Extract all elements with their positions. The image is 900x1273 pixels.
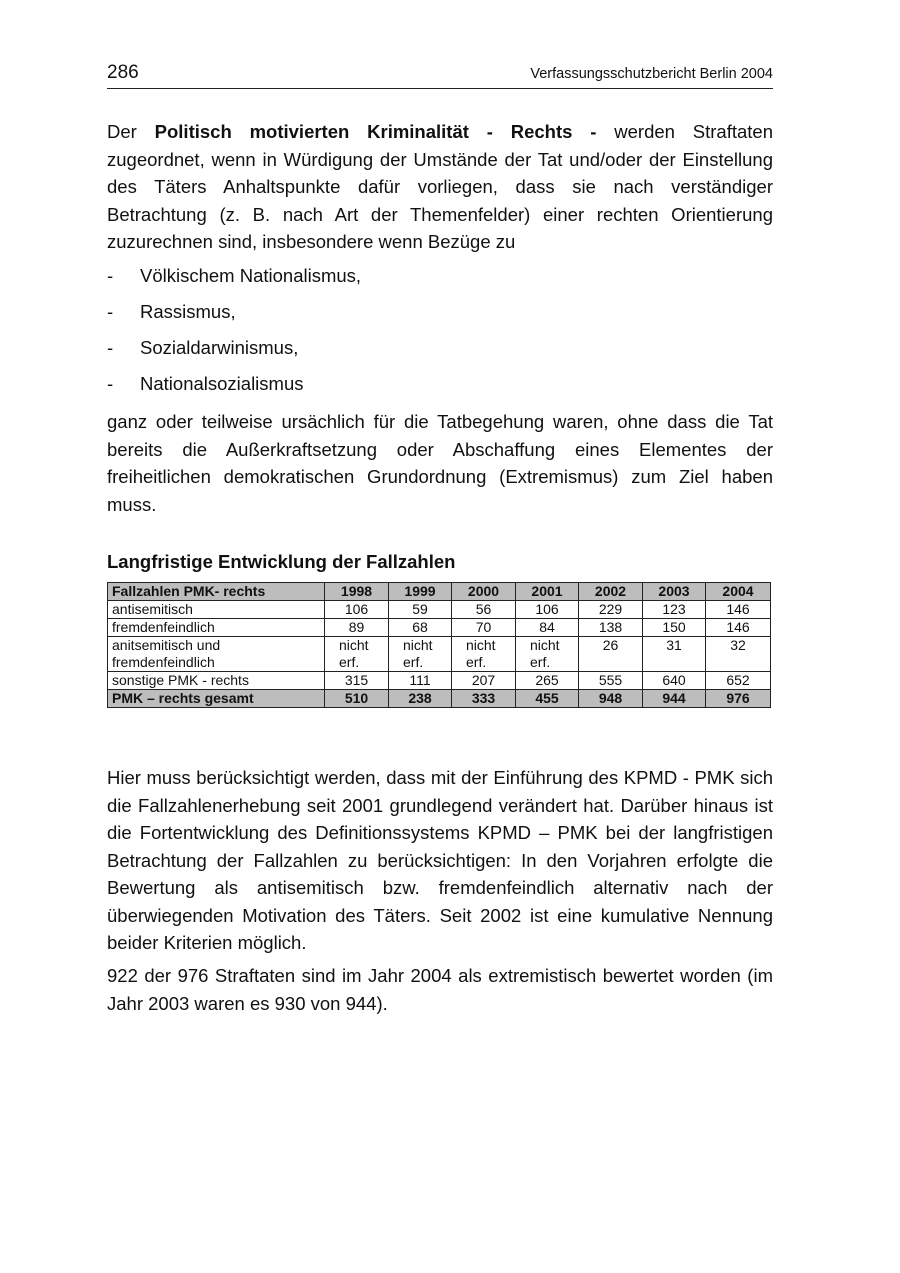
not-recorded-line: nicht	[466, 637, 496, 653]
section-title: Langfristige Entwicklung der Fallzahlen	[107, 551, 456, 572]
table-cell: 89	[325, 619, 389, 637]
list-item	[107, 262, 773, 298]
list-item	[107, 298, 773, 334]
not-recorded-line: nicht	[530, 637, 560, 653]
column-header: 2002	[579, 583, 643, 601]
column-header: 2001	[516, 583, 579, 601]
table-cell	[516, 637, 579, 672]
column-header: 1999	[389, 583, 452, 601]
bullet-list	[107, 262, 773, 406]
table-row	[108, 672, 771, 690]
table-cell: 455	[516, 690, 579, 708]
row-label-line: anitsemitisch und	[112, 637, 221, 653]
table-cell: 32	[706, 637, 771, 672]
table-cell: 84	[516, 619, 579, 637]
table-row	[108, 637, 771, 672]
table-cell: 56	[452, 601, 516, 619]
table-cell: 146	[706, 619, 771, 637]
table-cell: 944	[643, 690, 706, 708]
table-cell: 146	[706, 601, 771, 619]
table-cell: 948	[579, 690, 643, 708]
not-recorded-line: erf.	[339, 654, 360, 670]
not-recorded-line: erf.	[466, 654, 487, 670]
table-cell: 229	[579, 601, 643, 619]
not-recorded-line: nicht	[403, 637, 433, 653]
intro-lead: Der	[107, 121, 155, 142]
paragraph-after-list: ganz oder teilweise ursächlich für die Tatbegehung waren, ohne dass die Tat bereits die Außerkraftsetzung oder Abschaffung eines Elementes der freiheitlichen demokratischen Grundordnung (Extremismus) zum Ziel haben muss.	[107, 411, 773, 515]
table-cell: 106	[325, 601, 389, 619]
table-cell: 555	[579, 672, 643, 690]
not-recorded-line: erf.	[530, 654, 551, 670]
case-statistics-table	[107, 582, 771, 708]
table-cell: 68	[389, 619, 452, 637]
table-cell: 111	[389, 672, 452, 690]
table-cell: 70	[452, 619, 516, 637]
table-cell: 31	[643, 637, 706, 672]
intro-rest: werden Straftaten zugeordnet, wenn in Würdigung der Umstände der Tat und/oder der Einstellung des Täters Anhaltspunkte dafür vorliegen, dass sie nach verständiger Betrachtung (z. B. nach Art der Themenfelder) einer rechten Orientierung zuzurechnen sind, insbesondere wenn Bezüge zu	[107, 121, 774, 252]
row-label-line: fremdenfeindlich	[112, 654, 215, 670]
table-cell: 265	[516, 672, 579, 690]
row-label: sonstige PMK - rechts	[108, 672, 325, 690]
list-item	[107, 370, 773, 406]
page-number: 286	[107, 62, 139, 83]
table-cell: 106	[516, 601, 579, 619]
not-recorded-line: nicht	[339, 637, 369, 653]
table-cell: 26	[579, 637, 643, 672]
row-label	[108, 637, 325, 672]
closing-paragraph: 922 der 976 Straftaten sind im Jahr 2004 als extremistisch bewertet worden (im Jahr 2003 waren es 930 von 944).	[107, 965, 773, 1014]
table-cell: 59	[389, 601, 452, 619]
table-cell: 150	[643, 619, 706, 637]
table-cell: 315	[325, 672, 389, 690]
row-label: antisemitisch	[108, 601, 325, 619]
note-paragraph: Hier muss berücksichtigt werden, dass mit der Einführung des KPMD - PMK sich die Fallzahlenerhebung seit 2001 grundlegend verändert hat. Darüber hinaus ist die Fortentwicklung des Definitionssystems KPMD – PMK bei der langfristigen Betrachtung der Fallzahlen zu berücksichtigen: In den Vorjahren erfolgte die Bewertung als antisemitisch bzw. fremdenfeindlich alternativ nach der überwiegenden Motivation des Täters. Seit 2002 ist eine kumulative Nennung beider Kriterien möglich.	[107, 767, 773, 953]
intro-paragraph	[107, 118, 773, 256]
bullet-dash: -	[107, 265, 114, 286]
table-header-row	[108, 583, 771, 601]
table-cell: 652	[706, 672, 771, 690]
bullet-text: Nationalsozialismus	[140, 373, 304, 394]
row-label: fremdenfeindlich	[108, 619, 325, 637]
table-cell	[452, 637, 516, 672]
column-header: 2000	[452, 583, 516, 601]
table-cell: 123	[643, 601, 706, 619]
bullet-text: Rassismus,	[140, 301, 236, 322]
table-row	[108, 619, 771, 637]
table-cell: 510	[325, 690, 389, 708]
column-header: 1998	[325, 583, 389, 601]
table-cell: 207	[452, 672, 516, 690]
table-cell: 640	[643, 672, 706, 690]
column-header: 2004	[706, 583, 771, 601]
table-cell: 333	[452, 690, 516, 708]
bullet-text: Völkischem Nationalismus,	[140, 265, 362, 286]
table-cell	[389, 637, 452, 672]
table-cell: 238	[389, 690, 452, 708]
table-total-row	[108, 690, 771, 708]
running-title: Verfassungsschutzbericht Berlin 2004	[530, 66, 773, 82]
bullet-dash: -	[107, 373, 114, 394]
table-row	[108, 601, 771, 619]
page-header	[107, 60, 773, 89]
row-label: PMK – rechts gesamt	[108, 690, 325, 708]
intro-bold-term: Politisch motivierten Kriminalität - Rechts -	[154, 121, 597, 142]
bullet-dash: -	[107, 337, 114, 358]
column-header: 2003	[643, 583, 706, 601]
column-header: Fallzahlen PMK- rechts	[108, 583, 325, 601]
table-cell: 138	[579, 619, 643, 637]
bullet-dash: -	[107, 301, 114, 322]
bullet-text: Sozialdarwinismus,	[140, 337, 299, 358]
table-cell	[325, 637, 389, 672]
table-cell: 976	[706, 690, 771, 708]
list-item	[107, 334, 773, 370]
not-recorded-line: erf.	[403, 654, 424, 670]
